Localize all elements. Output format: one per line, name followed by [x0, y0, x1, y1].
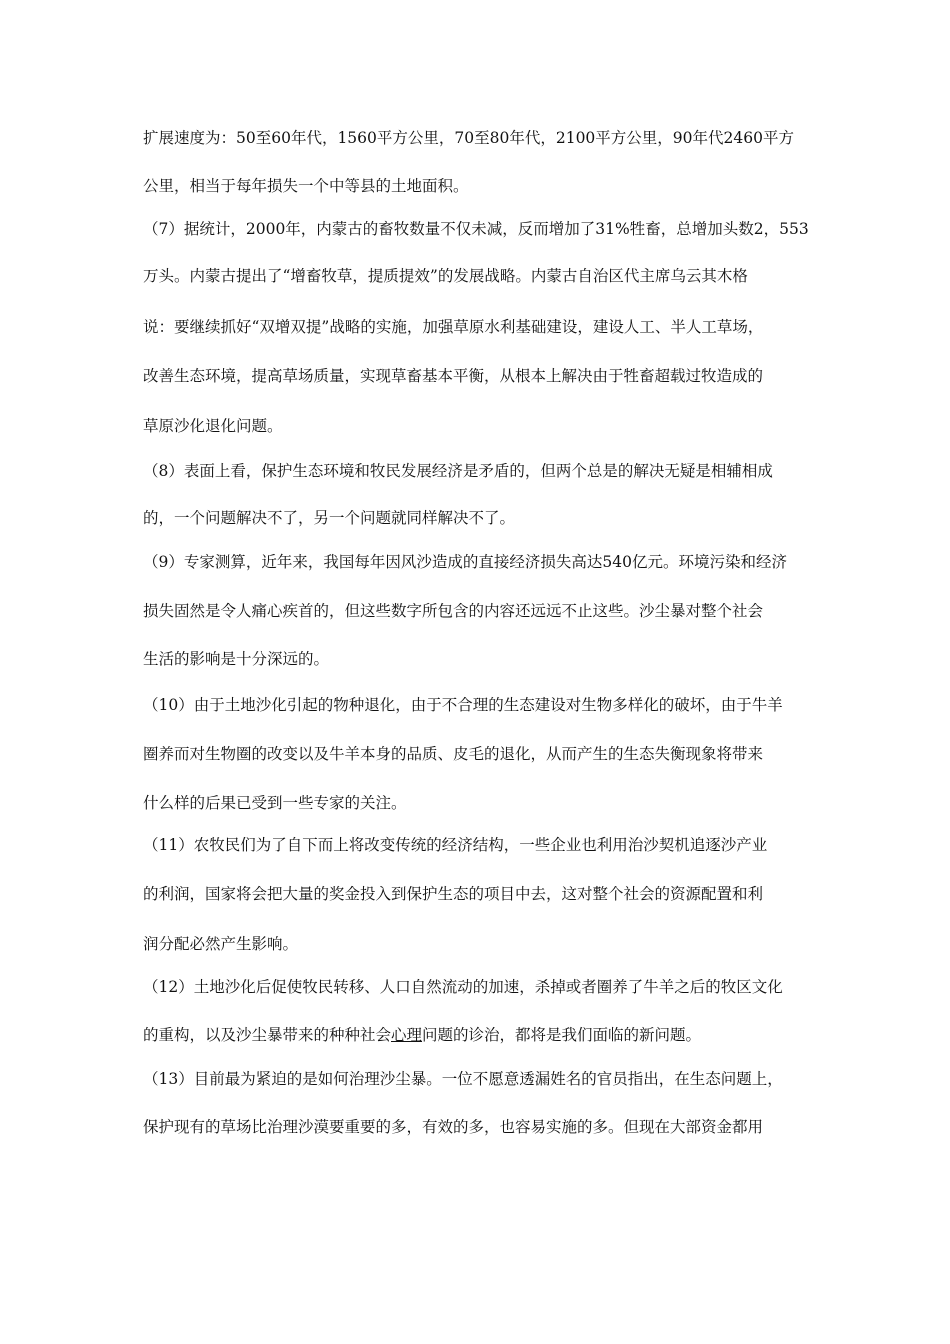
text-line: 改善生态环境，提高草场质量，实现草畜基本平衡，从根本上解决由于牲畜超载过牧造成的	[143, 367, 764, 385]
text-segment: 问题的诊治，都将是我们面临的新问题。	[422, 1026, 702, 1044]
text-line: 扩展速度为：50至60年代，1560平方公里，70至80年代，2100平方公里，90年代2460平方	[143, 129, 794, 147]
text-line: 圈养而对生物圈的改变以及牛羊本身的品质、皮毛的退化，从而产生的生态失衡现象将带来	[143, 745, 764, 763]
text-line	[143, 1025, 823, 1045]
text-line: 损失固然是令人痛心疾首的，但这些数字所包含的内容还远远不止这些。沙尘暴对整个社会	[143, 602, 764, 620]
text-line: （13）目前最为紧迫的是如何治理沙尘暴。一位不愿意透漏姓名的官员指出，在生态问题上，	[143, 1070, 783, 1088]
text-segment: 的重构，以及沙尘暴带来的种种社会	[143, 1026, 392, 1044]
text-line: 万头。内蒙古提出了“增畜牧草，提质提效”的发展战略。内蒙古自治区代主席乌云其木格	[143, 267, 748, 285]
text-line: （8）表面上看，保护生态环境和牧民发展经济是矛盾的，但两个总是的解决无疑是相辅相成	[143, 462, 773, 480]
text-line: （9）专家测算，近年来，我国每年因风沙造成的直接经济损失高达540亿元。环境污染和经济	[143, 553, 787, 571]
text-line: 生活的影响是十分深远的。	[143, 650, 330, 668]
text-line: （11）农牧民们为了自下而上将改变传统的经济结构，一些企业也利用治沙契机追逐沙产业	[143, 836, 768, 854]
text-line: 的利润，国家将会把大量的奖金投入到保护生态的项目中去，这对整个社会的资源配置和利	[143, 885, 764, 903]
text-line: （10）由于土地沙化引起的物种退化，由于不合理的生态建设对生物多样化的破坏，由于牛羊	[143, 696, 783, 714]
text-line: （12）土地沙化后促使牧民转移、人口自然流动的加速，杀掉或者圈养了牛羊之后的牧区文化	[143, 978, 783, 996]
text-line: 的，一个问题解决不了，另一个问题就同样解决不了。	[143, 509, 516, 527]
text-line: 说：要继续抓好“双增双提”战略的实施，加强草原水利基础建设，建设人工、半人工草场，	[143, 318, 764, 336]
text-line: 保护现有的草场比治理沙漠要重要的多，有效的多，也容易实施的多。但现在大部资金都用	[143, 1118, 764, 1136]
underlined-term: 心理	[391, 1026, 423, 1044]
text-line: 公里，相当于每年损失一个中等县的土地面积。	[143, 177, 469, 195]
text-line: 草原沙化退化问题。	[143, 417, 283, 435]
text-line: （7）据统计，2000年，内蒙古的畜牧数量不仅未减，反而增加了31%牲畜，总增加头数2，553	[143, 220, 809, 238]
text-line: 什么样的后果已受到一些专家的关注。	[143, 794, 407, 812]
text-line: 润分配必然产生影响。	[143, 935, 299, 953]
